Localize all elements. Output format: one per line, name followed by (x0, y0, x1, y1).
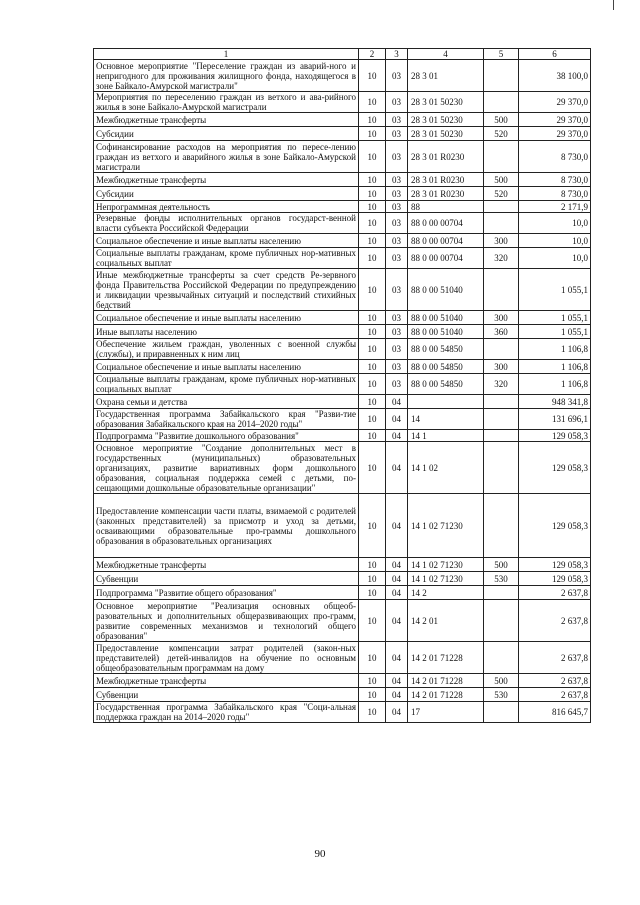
row-name: Межбюджетные трансферты (94, 558, 359, 572)
table-row (94, 141, 591, 173)
section-code: 10 (359, 325, 386, 339)
amount: 8 730,0 (519, 187, 591, 201)
table-row (94, 213, 591, 234)
amount: 129 058,3 (519, 558, 591, 572)
row-name: Межбюджетные трансферты (94, 674, 359, 688)
subsection-code: 03 (386, 187, 408, 201)
amount: 1 055,1 (519, 311, 591, 325)
target-item-code: 88 (408, 201, 484, 213)
amount: 1 106,8 (519, 360, 591, 374)
section-code: 10 (359, 213, 386, 234)
expense-type-code (484, 213, 519, 234)
table-row (94, 674, 591, 688)
table-row (94, 127, 591, 141)
target-item-code: 88 0 00 54850 (408, 339, 484, 360)
section-code: 10 (359, 430, 386, 442)
subsection-code: 04 (386, 494, 408, 558)
row-name: Социальные выплаты гражданам, кроме публичных нор-мативных социальных выплат (94, 374, 359, 395)
table-body (94, 49, 591, 723)
section-code: 10 (359, 600, 386, 642)
row-name: Охрана семьи и детства (94, 395, 359, 409)
table-row (94, 430, 591, 442)
expense-type-code: 500 (484, 173, 519, 187)
scan-corner-mark (613, 0, 614, 10)
target-item-code: 14 2 01 71228 (408, 642, 484, 674)
page-number: 90 (314, 848, 326, 860)
subsection-code: 04 (386, 674, 408, 688)
target-item-code: 14 2 (408, 586, 484, 600)
row-name: Обеспечение жильем граждан, уволенных с военной службы (службы), и приравненных к ним лиц (94, 339, 359, 360)
expense-type-code: 520 (484, 127, 519, 141)
expense-type-code (484, 92, 519, 113)
column-number: 3 (386, 49, 408, 60)
target-item-code: 17 (408, 702, 484, 723)
expense-type-code: 360 (484, 325, 519, 339)
subsection-code: 03 (386, 234, 408, 248)
target-item-code: 14 (408, 409, 484, 430)
row-name: Государственная программа Забайкальского края "Соци-альная поддержка граждан на 2014–2020 годы" (94, 702, 359, 723)
expense-type-code: 500 (484, 113, 519, 127)
target-item-code: 28 3 01 50230 (408, 113, 484, 127)
row-name: Софинансирование расходов на мероприятия по пересе-лению граждан из ветхого и аварийного жилья в зоне Байкало-Амурской магистрали (94, 141, 359, 173)
section-code: 10 (359, 374, 386, 395)
row-name: Государственная программа Забайкальского края "Разви-тие образования Забайкальского края на 2014–2020 годы" (94, 409, 359, 430)
column-number: 2 (359, 49, 386, 60)
row-name: Субсидии (94, 187, 359, 201)
section-code: 10 (359, 688, 386, 702)
amount: 816 645,7 (519, 702, 591, 723)
table-row (94, 702, 591, 723)
expense-type-code (484, 60, 519, 92)
target-item-code: 28 3 01 R0230 (408, 173, 484, 187)
subsection-code: 03 (386, 60, 408, 92)
subsection-code: 03 (386, 127, 408, 141)
expense-type-code: 520 (484, 187, 519, 201)
target-item-code: 14 1 (408, 430, 484, 442)
row-name: Резервные фонды исполнительных органов государст-венной власти субъекта Российской Федерации (94, 213, 359, 234)
subsection-code: 03 (386, 92, 408, 113)
table-row (94, 374, 591, 395)
expense-type-code (484, 702, 519, 723)
table-row (94, 234, 591, 248)
table-row (94, 92, 591, 113)
table-row (94, 187, 591, 201)
table-row (94, 311, 591, 325)
expense-type-code: 300 (484, 234, 519, 248)
table-row (94, 113, 591, 127)
subsection-code: 03 (386, 374, 408, 395)
section-code: 10 (359, 586, 386, 600)
subsection-code: 03 (386, 141, 408, 173)
target-item-code: 28 3 01 50230 (408, 92, 484, 113)
table-row (94, 586, 591, 600)
target-item-code: 28 3 01 (408, 60, 484, 92)
table-row (94, 201, 591, 213)
amount: 8 730,0 (519, 173, 591, 187)
expense-type-code: 500 (484, 674, 519, 688)
amount: 1 106,8 (519, 339, 591, 360)
subsection-code: 04 (386, 558, 408, 572)
subsection-code: 03 (386, 173, 408, 187)
target-item-code: 88 0 00 54850 (408, 360, 484, 374)
subsection-code: 03 (386, 360, 408, 374)
target-item-code: 14 1 02 71230 (408, 572, 484, 586)
table-row (94, 442, 591, 494)
budget-table (93, 48, 591, 723)
subsection-code: 03 (386, 113, 408, 127)
expense-type-code (484, 430, 519, 442)
table-row (94, 572, 591, 586)
row-name: Подпрограмма "Развитие дошкольного образования" (94, 430, 359, 442)
expense-type-code (484, 642, 519, 674)
amount: 2 637,8 (519, 688, 591, 702)
expense-type-code (484, 409, 519, 430)
amount: 1 106,8 (519, 374, 591, 395)
expense-type-code: 530 (484, 688, 519, 702)
row-name: Основное мероприятие "Создание дополнительных мест в государственных (муниципальных) образовательных организациях, развитие вариативных форм дошкольного образования, социальная поддержка семей с детьми, по-сещающими дошкольные образовательные организации" (94, 442, 359, 494)
amount: 129 058,3 (519, 572, 591, 586)
subsection-code: 03 (386, 248, 408, 269)
section-code: 10 (359, 674, 386, 688)
target-item-code: 88 0 00 54850 (408, 374, 484, 395)
section-code: 10 (359, 173, 386, 187)
section-code: 10 (359, 409, 386, 430)
amount: 131 696,1 (519, 409, 591, 430)
row-name: Межбюджетные трансферты (94, 113, 359, 127)
expense-type-code (484, 586, 519, 600)
expense-type-code (484, 201, 519, 213)
table-row (94, 600, 591, 642)
target-item-code: 88 0 00 51040 (408, 311, 484, 325)
expense-type-code (484, 442, 519, 494)
column-number: 1 (94, 49, 359, 60)
subsection-code: 04 (386, 642, 408, 674)
section-code: 10 (359, 558, 386, 572)
target-item-code: 14 1 02 71230 (408, 558, 484, 572)
target-item-code: 14 2 01 71228 (408, 674, 484, 688)
subsection-code: 04 (386, 600, 408, 642)
subsection-code: 04 (386, 586, 408, 600)
target-item-code: 88 0 00 00704 (408, 234, 484, 248)
amount: 10,0 (519, 213, 591, 234)
expense-type-code (484, 141, 519, 173)
section-code: 10 (359, 702, 386, 723)
section-code: 10 (359, 187, 386, 201)
section-code: 10 (359, 141, 386, 173)
column-number-row (94, 49, 591, 60)
amount: 10,0 (519, 234, 591, 248)
amount: 129 058,3 (519, 494, 591, 558)
table-row (94, 269, 591, 311)
expense-type-code (484, 395, 519, 409)
row-name: Субсидии (94, 127, 359, 141)
table-row (94, 642, 591, 674)
expense-type-code: 300 (484, 311, 519, 325)
table-row (94, 325, 591, 339)
subsection-code: 04 (386, 395, 408, 409)
expense-type-code (484, 269, 519, 311)
table-row (94, 409, 591, 430)
expense-type-code (484, 600, 519, 642)
section-code: 10 (359, 442, 386, 494)
table-row (94, 688, 591, 702)
amount: 29 370,0 (519, 113, 591, 127)
amount: 129 058,3 (519, 442, 591, 494)
column-number: 4 (408, 49, 484, 60)
subsection-code: 03 (386, 269, 408, 311)
target-item-code (408, 395, 484, 409)
subsection-code: 03 (386, 325, 408, 339)
row-name: Непрограммная деятельность (94, 201, 359, 213)
table-row (94, 395, 591, 409)
amount: 38 100,0 (519, 60, 591, 92)
row-name: Социальное обеспечение и иные выплаты населению (94, 360, 359, 374)
row-name: Социальные выплаты гражданам, кроме публичных нор-мативных социальных выплат (94, 248, 359, 269)
table-row (94, 558, 591, 572)
column-number: 6 (519, 49, 591, 60)
table-row (94, 339, 591, 360)
section-code: 10 (359, 127, 386, 141)
target-item-code: 28 3 01 50230 (408, 127, 484, 141)
expense-type-code: 300 (484, 360, 519, 374)
amount: 2 637,8 (519, 600, 591, 642)
target-item-code: 28 3 01 R0230 (408, 187, 484, 201)
amount: 2 637,8 (519, 586, 591, 600)
row-name: Социальное обеспечение и иные выплаты населению (94, 234, 359, 248)
amount: 2 637,8 (519, 642, 591, 674)
section-code: 10 (359, 269, 386, 311)
amount: 29 370,0 (519, 127, 591, 141)
expense-type-code: 530 (484, 572, 519, 586)
amount: 2 637,8 (519, 674, 591, 688)
amount: 1 055,1 (519, 325, 591, 339)
amount: 2 171,9 (519, 201, 591, 213)
subsection-code: 03 (386, 213, 408, 234)
amount: 10,0 (519, 248, 591, 269)
amount: 8 730,0 (519, 141, 591, 173)
row-name: Мероприятия по переселению граждан из ветхого и ава-рийного жилья в зоне Байкало-Амурской магистрали (94, 92, 359, 113)
row-name: Иные межбюджетные трансферты за счет средств Ре-зервного фонда Правительства Российской Федерации по предупреждению и ликвидации чрезвычайных ситуаций и последствий стихийных бедствий (94, 269, 359, 311)
section-code: 10 (359, 642, 386, 674)
subsection-code: 04 (386, 442, 408, 494)
subsection-code: 04 (386, 572, 408, 586)
subsection-code: 04 (386, 430, 408, 442)
section-code: 10 (359, 248, 386, 269)
target-item-code: 14 2 01 (408, 600, 484, 642)
amount: 129 058,3 (519, 430, 591, 442)
target-item-code: 14 1 02 71230 (408, 494, 484, 558)
amount: 948 341,8 (519, 395, 591, 409)
section-code: 10 (359, 395, 386, 409)
target-item-code: 28 3 01 R0230 (408, 141, 484, 173)
expense-type-code (484, 339, 519, 360)
subsection-code: 04 (386, 702, 408, 723)
section-code: 10 (359, 60, 386, 92)
expense-type-code: 500 (484, 558, 519, 572)
table-row (94, 60, 591, 92)
section-code: 10 (359, 311, 386, 325)
section-code: 10 (359, 113, 386, 127)
table-row (94, 494, 591, 558)
row-name: Субвенции (94, 572, 359, 586)
row-name: Субвенции (94, 688, 359, 702)
section-code: 10 (359, 572, 386, 586)
section-code: 10 (359, 234, 386, 248)
section-code: 10 (359, 339, 386, 360)
amount: 1 055,1 (519, 269, 591, 311)
target-item-code: 88 0 00 00704 (408, 213, 484, 234)
expense-type-code: 320 (484, 374, 519, 395)
section-code: 10 (359, 92, 386, 113)
column-number: 5 (484, 49, 519, 60)
row-name: Подпрограмма "Развитие общего образования" (94, 586, 359, 600)
subsection-code: 04 (386, 688, 408, 702)
row-name: Социальное обеспечение и иные выплаты населению (94, 311, 359, 325)
subsection-code: 03 (386, 311, 408, 325)
target-item-code: 14 2 01 71228 (408, 688, 484, 702)
target-item-code: 88 0 00 00704 (408, 248, 484, 269)
row-name: Предоставление компенсации затрат родителей (закон-ных представителей) детей-инвалидов на обучение по основным общеобразовательным программам на дому (94, 642, 359, 674)
target-item-code: 14 1 02 (408, 442, 484, 494)
subsection-code: 03 (386, 201, 408, 213)
expense-type-code (484, 494, 519, 558)
target-item-code: 88 0 00 51040 (408, 325, 484, 339)
amount: 29 370,0 (519, 92, 591, 113)
row-name: Предоставление компенсации части платы, взимаемой с родителей (законных представителей) за присмотр и уход за детьми, осваивающими образовательные про-граммы дошкольного образования в образовательных организациях (94, 494, 359, 558)
section-code: 10 (359, 494, 386, 558)
table-row (94, 248, 591, 269)
subsection-code: 04 (386, 409, 408, 430)
expense-type-code: 320 (484, 248, 519, 269)
subsection-code: 03 (386, 339, 408, 360)
table-row (94, 173, 591, 187)
table-row (94, 360, 591, 374)
target-item-code: 88 0 00 51040 (408, 269, 484, 311)
section-code: 10 (359, 360, 386, 374)
section-code: 10 (359, 201, 386, 213)
row-name: Иные выплаты населению (94, 325, 359, 339)
row-name: Основное мероприятие "Реализация основных общеоб-разовательных и дополнительных общеразвивающих про-грамм, развитие современных механизмов и технологий общего образования" (94, 600, 359, 642)
row-name: Межбюджетные трансферты (94, 173, 359, 187)
row-name: Основное мероприятие "Переселение граждан из аварий-ного и непригодного для проживания жилищного фонда, находящегося в зоне Байкало-Амурской магистрали" (94, 60, 359, 92)
